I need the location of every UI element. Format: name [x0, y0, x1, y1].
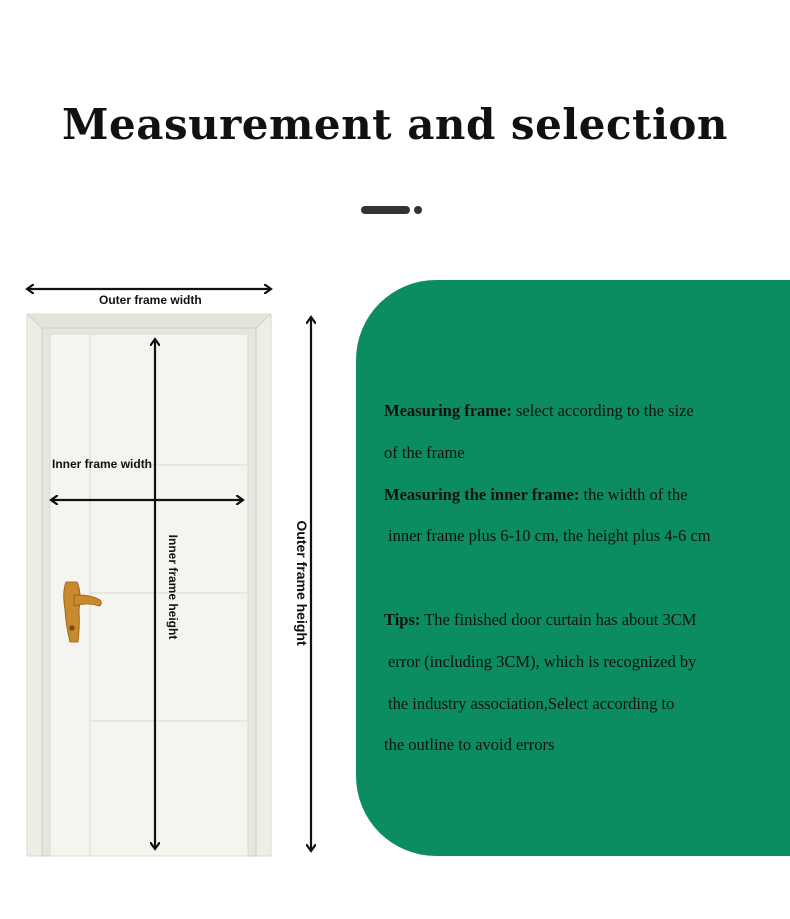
- inner-frame-label: Measuring the inner frame:: [384, 484, 580, 504]
- divider-dot: [414, 206, 422, 214]
- measuring-frame-line-1: Measuring frame: select according to the size: [384, 401, 694, 420]
- divider-dash: [361, 206, 410, 214]
- info-panel-text: [384, 390, 784, 766]
- inner-frame-width-label: Inner frame width: [52, 457, 153, 471]
- outer-frame-width-label: Outer frame width: [99, 293, 202, 307]
- tips-label: Tips:: [384, 609, 421, 629]
- inner-frame-height-label: Inner frame height: [166, 534, 180, 640]
- outer-frame-height-label: Outer frame height: [294, 520, 310, 646]
- measuring-frame-label: Measuring frame:: [384, 401, 512, 420]
- tips-line-3: the industry association,Select according to: [388, 693, 675, 713]
- tips-line-4: the outline to avoid errors: [384, 735, 555, 755]
- page-title: Measurement and selection: [62, 100, 728, 149]
- door-diagram: [0, 270, 350, 870]
- tips-line-1: Tips: The finished door curtain has about 3CM: [384, 609, 697, 629]
- tips-line-2: error (including 3CM), which is recognized by: [388, 651, 697, 671]
- measuring-frame-line-2: of the frame: [384, 442, 465, 462]
- info-panel: [356, 280, 790, 856]
- inner-frame-line-2: inner frame plus 6-10 cm, the height plus 4-6 cm: [388, 526, 711, 546]
- inner-frame-line-1: Measuring the inner frame: the width of the: [384, 484, 688, 504]
